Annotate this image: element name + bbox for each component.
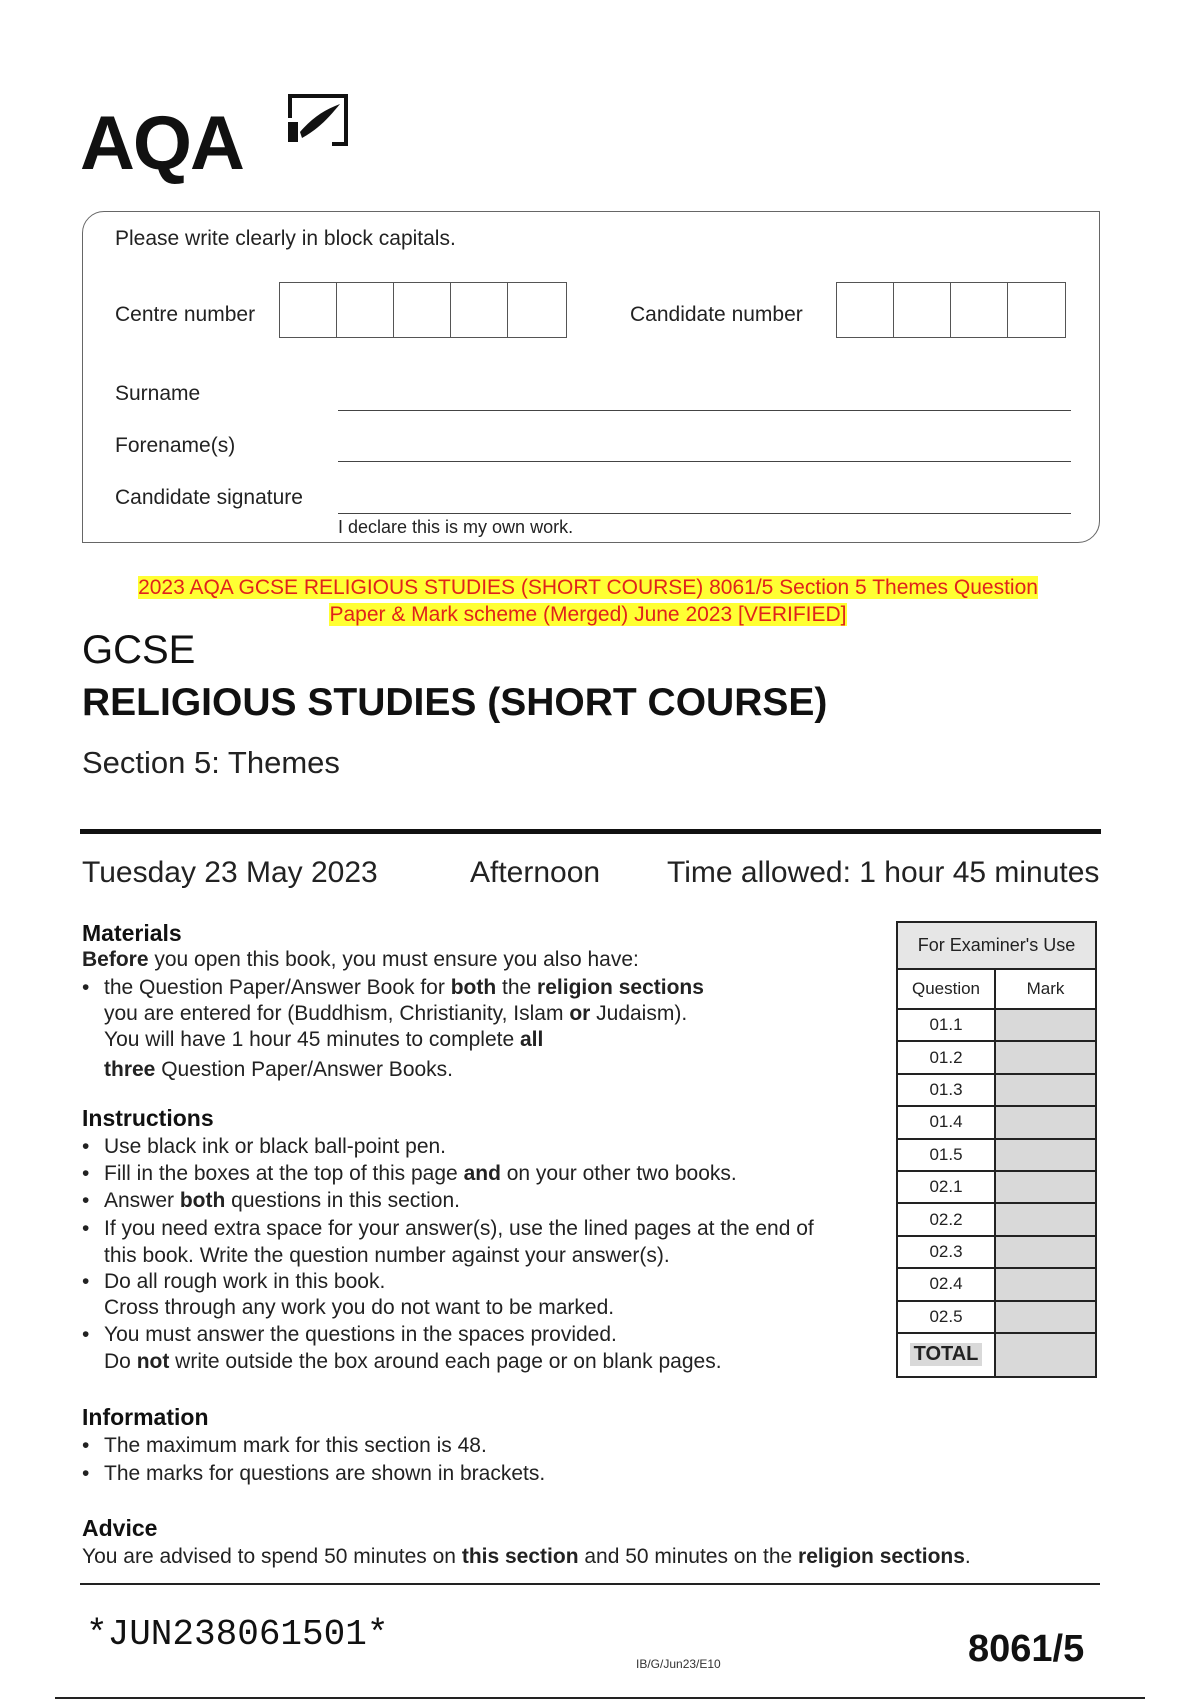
footer-divider [80, 1583, 1100, 1585]
question-column-header: Question [898, 970, 996, 1008]
qualification-level: GCSE [82, 628, 196, 672]
question-number: 01.5 [898, 1140, 996, 1170]
centre-number-box[interactable] [394, 283, 451, 337]
materials-line: you are entered for (Buddhism, Christianity, Islam or Judaism). [104, 1002, 688, 1025]
information-item: • The maximum mark for this section is 48. [104, 1433, 487, 1459]
examiner-use-table [896, 921, 1097, 1378]
table-row [898, 1075, 1095, 1107]
advice-text: You are advised to spend 50 minutes on this section and 50 minutes on the religion sections. [82, 1545, 971, 1568]
candidate-number-box[interactable] [894, 283, 951, 337]
centre-number-box[interactable] [280, 283, 337, 337]
divider [80, 829, 1101, 834]
question-number: 01.1 [898, 1010, 996, 1040]
candidate-number-boxes[interactable] [836, 282, 1066, 338]
table-row [898, 1269, 1095, 1301]
block-capitals-instruction: Please write clearly in block capitals. [115, 227, 456, 250]
examiner-table-title: For Examiner's Use [898, 923, 1095, 970]
paper-reference: IB/G/Jun23/E10 [636, 1657, 721, 1671]
instruction-item: • Fill in the boxes at the top of this page and on your other two books. [104, 1161, 737, 1187]
question-number: 02.1 [898, 1172, 996, 1202]
candidate-number-box[interactable] [837, 283, 894, 337]
mark-cell [996, 1269, 1095, 1299]
total-mark-cell [996, 1334, 1095, 1376]
centre-number-box[interactable] [451, 283, 508, 337]
instruction-item: • Answer both questions in this section. [104, 1188, 460, 1214]
candidate-details-box [82, 211, 1100, 543]
section-title: Section 5: Themes [82, 745, 340, 780]
materials-line: You will have 1 hour 45 minutes to complete all [104, 1028, 544, 1051]
centre-number-box[interactable] [508, 283, 565, 337]
instruction-line: Do not write outside the box around each page or on blank pages. [104, 1350, 722, 1373]
instruction-item: • You must answer the questions in the spaces provided. [104, 1322, 617, 1348]
question-number: 01.4 [898, 1107, 996, 1137]
question-number: 01.3 [898, 1075, 996, 1105]
aqa-logo [80, 88, 350, 188]
total-label: TOTAL [910, 1343, 983, 1366]
surname-label: Surname [115, 382, 201, 405]
logo-text: AQA [80, 101, 243, 186]
information-heading: Information [82, 1404, 209, 1430]
page-bottom-rule [55, 1697, 1145, 1699]
time-allowed: Time allowed: 1 hour 45 minutes [667, 856, 1100, 889]
materials-intro: Before you open this book, you must ensure you also have: [82, 948, 639, 971]
mark-cell [996, 1107, 1095, 1137]
instructions-heading: Instructions [82, 1105, 214, 1131]
question-number: 01.2 [898, 1042, 996, 1072]
candidate-number-box[interactable] [951, 283, 1008, 337]
instruction-item: • If you need extra space for your answer(s), use the lined pages at the end of [104, 1216, 814, 1242]
forename-field[interactable] [338, 461, 1071, 462]
instruction-line: Cross through any work you do not want to be marked. [104, 1296, 615, 1319]
exam-date: Tuesday 23 May 2023 [82, 856, 378, 889]
banner-line-2: Paper & Mark scheme (Merged) June 2023 [VERIFIED] [329, 603, 847, 626]
table-row [898, 1140, 1095, 1172]
subject-title: RELIGIOUS STUDIES (SHORT COURSE) [82, 681, 828, 724]
materials-line: three Question Paper/Answer Books. [104, 1058, 454, 1081]
table-row [898, 1204, 1095, 1236]
instruction-item: • Do all rough work in this book. [104, 1269, 385, 1295]
question-number: 02.5 [898, 1302, 996, 1332]
highlight-banner [108, 574, 1068, 628]
question-number: 02.4 [898, 1269, 996, 1299]
mark-cell [996, 1204, 1095, 1234]
aqa-mark-icon [286, 88, 350, 152]
table-row [898, 1302, 1095, 1334]
examiner-table-header [898, 970, 1095, 1010]
question-number: 02.3 [898, 1237, 996, 1267]
table-row [898, 1237, 1095, 1269]
mark-column-header: Mark [996, 970, 1095, 1008]
table-row [898, 1010, 1095, 1042]
signature-field[interactable] [338, 513, 1071, 514]
question-number: 02.2 [898, 1204, 996, 1234]
instruction-item: • Use black ink or black ball-point pen. [104, 1134, 446, 1160]
mark-cell [996, 1302, 1095, 1332]
mark-cell [996, 1140, 1095, 1170]
mark-cell [996, 1237, 1095, 1267]
table-row [898, 1042, 1095, 1074]
table-row [898, 1172, 1095, 1204]
instruction-line: this book. Write the question number against your answer(s). [104, 1244, 670, 1267]
signature-label: Candidate signature [115, 486, 303, 509]
advice-heading: Advice [82, 1515, 158, 1541]
declaration-text: I declare this is my own work. [338, 517, 574, 537]
paper-code: 8061/5 [968, 1628, 1085, 1670]
forename-label: Forename(s) [115, 434, 236, 457]
candidate-number-box[interactable] [1008, 283, 1065, 337]
centre-number-boxes[interactable] [279, 282, 567, 338]
candidate-number-label: Candidate number [630, 303, 803, 326]
mark-cell [996, 1172, 1095, 1202]
table-row [898, 1107, 1095, 1139]
materials-bullet: • the Question Paper/Answer Book for both the religion sections [104, 975, 704, 1001]
surname-field[interactable] [338, 410, 1071, 411]
mark-cell [996, 1010, 1095, 1040]
exam-session: Afternoon [470, 856, 601, 889]
centre-number-box[interactable] [337, 283, 394, 337]
mark-cell [996, 1042, 1095, 1072]
information-item: • The marks for questions are shown in brackets. [104, 1461, 545, 1487]
centre-number-label: Centre number [115, 303, 256, 326]
banner-line-1: 2023 AQA GCSE RELIGIOUS STUDIES (SHORT COURSE) 8061/5 Section 5 Themes Question [138, 576, 1038, 599]
total-row [898, 1334, 1095, 1376]
barcode-text: *JUN238061501* [86, 1614, 389, 1655]
materials-heading: Materials [82, 920, 182, 946]
mark-cell [996, 1075, 1095, 1105]
